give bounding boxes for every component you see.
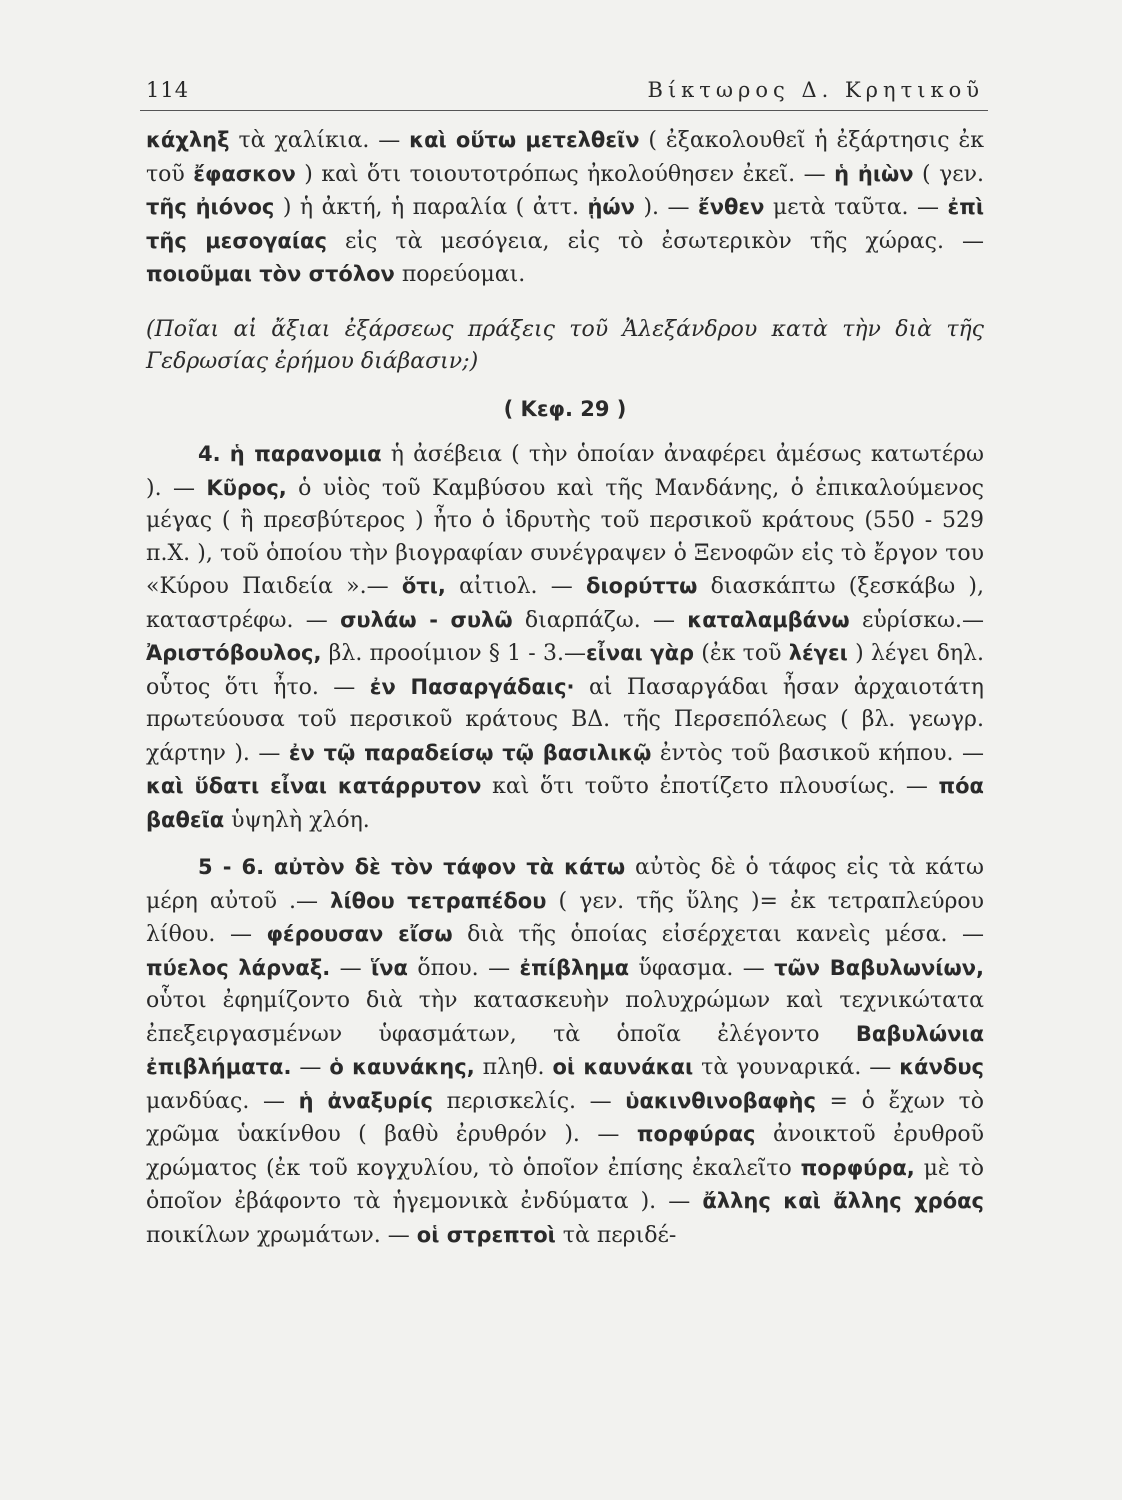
gloss-text: πληθ. [474,1055,553,1080]
term: πόα βαθεῖα [146,774,984,832]
gloss-text: εἰς τὰ μεσόγεια, εἰς τὸ ἐσωτερικὸν τῆς χώρας. — [326,228,985,254]
gloss-text: = ὁ ἔχων τὸ χρῶμα ὑακίνθου ( βαθὺ ἐρυθρόν ). — [146,1088,984,1147]
term: αὐτὸν δὲ τὸν τάφον τὰ κάτω [273,855,626,879]
gloss-text: ( γεν. [913,161,984,187]
chapter-heading [146,393,984,427]
term: διορύττω [586,574,698,598]
section-4-text [146,442,984,833]
section-5-6 [146,851,984,1252]
term: ἄλλης καὶ ἄλλης χρόας [702,1189,984,1213]
gloss-text: εὑρίσκω.— [849,607,984,633]
term: καὶ οὕτω μετελθεῖν [409,128,640,152]
gloss-text: ὁ υἱὸς τοῦ Καμβύσου καὶ τῆς Μανδάνης, ὁ ἐπικαλούμενος μέγας ( ἢ πρεσβύτερος ) ἦτο ὁ ἱδρυτὴς τοῦ περσικοῦ κράτους (550 - 529 π.Χ. ), τοῦ ὁποίου τὴν βιογραφίαν συνέγραψεν ὁ Ξενοφῶν εἰς τὸ ἔργον του «Κύρου Παιδεία ».— [146,475,985,599]
gloss-text: καὶ ὅτι τοῦτο ἐποτίζετο πλουσίως. — [481,774,939,799]
term: φέρουσαν εἴσω [266,922,453,946]
gloss-text: διὰ τῆς ὁποίας εἰσέρχεται κανεὶς μέσα. — [452,922,984,947]
page-body [146,124,984,1252]
gloss-text: μανδύας. — [146,1088,299,1114]
page-number: 114 [146,78,190,102]
term: ἐπὶ τῆς μεσογαίας [146,195,984,253]
section-5-6-text [146,855,984,1248]
term: καταλαμβάνω [687,607,850,632]
term: ἐν τῷ παραδείσῳ τῷ βασιλικῷ [288,740,652,765]
term: πορφύρας [636,1122,756,1146]
gloss-text: τὰ χαλίκια. — [229,128,410,153]
term: τῶν Βαβυλωνίων, [774,955,984,980]
paragraph-glossary-1 [146,124,984,292]
gloss-text: μὲ τὸ ὁποῖον ἐβάφοντο τὰ ἡγεμονικὰ ἐνδύματα ). — [146,1155,984,1214]
term: λίθου τετραπέδου [330,888,547,913]
section-4 [146,438,984,837]
term: συλάω - συλῶ [340,607,513,632]
term: καὶ ὕδατι εἶναι κατάρρυτον [146,774,482,798]
running-title: Βίκτωρος Δ. Κρητικοῦ [647,78,984,102]
term: ᾐών [587,195,635,219]
term: λέγει [788,641,848,665]
gloss-text: αἱ Πασαργάδαι ἦσαν ἀρχαιοτάτη πρωτεύουσα τοῦ περσικοῦ κράτους ΒΔ. τῆς Περσεπόλεως ( βλ. γεωγρ. χάρτην ). — [146,674,984,766]
gloss-text: αὐτὸς δὲ ὁ τάφος εἰς τὰ κάτω μέρη αὐτοῦ .— [146,855,984,914]
gloss-text: αἰτιολ. — [445,574,587,599]
term: ὁ καυνάκης, [329,1055,475,1079]
term: ἵνα [371,955,408,980]
term: ἡ ἀναξυρίς [298,1088,433,1113]
term: κάνδυς [899,1055,984,1079]
gloss-text: περισκελίς. — [432,1088,626,1114]
term: ἐπίβλημα [519,955,630,980]
term: τῆς ἠιόνος [146,195,275,219]
gloss-text: ἡ ἀσέβεια ( τὴν ὁποίαν ἀναφέρει ἀμέσως κατωτέρω ). — [146,442,984,501]
term: Κῦρος, [206,475,287,500]
term: πύελος λάρναξ. [146,955,331,980]
gloss-text: διαρπάζω. — [512,607,688,633]
term: κάχληξ [146,128,230,152]
gloss-text: πορεύομαι. [394,262,526,287]
gloss-text: ὑψηλὴ χλόη. [224,807,370,833]
term: ποιοῦμαι τὸν στόλον [146,262,395,286]
term: ὅτι, [401,574,446,598]
gloss-text: ὕφασμα. — [629,955,775,981]
gloss-text: (ἐκ τοῦ [694,641,789,666]
gloss-text: τὰ γουναρικά. — [693,1055,900,1080]
term: ἡ ἠιὼν [834,161,914,186]
gloss-text: μετὰ ταῦτα. — [764,195,948,220]
gloss-text: ) καὶ ὅτι τοιουτοτρόπως ἠκολούθησεν ἐκεῖ. — [295,161,835,187]
term: ἔνθεν [698,195,765,219]
section-number-4: 4. [198,442,221,466]
gloss-text: ) ἡ ἀκτή, ἡ παραλία ( ἀττ. [274,195,588,220]
term: οἱ καυνάκαι [552,1055,694,1079]
gloss-text: τὰ περιδέ- [555,1222,677,1248]
gloss-text: οὗτοι ἐφημίζοντο διὰ τὴν κατασκευὴν πολυχρώμων καὶ τεχνικώτατα ἐπεξειργασμένων ὑφασμάτων, τὰ ὁποῖα ἐλέγοντο [146,988,984,1047]
gloss-text: ὅπου. — [407,955,520,981]
term: Βαβυλώνια ἐπιβλήματα. [146,1021,984,1079]
gloss-text: ( γεν. τῆς ὕλης )= ἐκ τετραπλεύρου λίθου. — [146,888,985,947]
gloss-text: ἀνοικτοῦ ἐρυθροῦ χρώματος (ἐκ τοῦ κογχυλίου, τὸ ὁποῖον ἐπίσης ἐκαλεῖτο [146,1122,984,1181]
gloss-text: διασκάπτω (ξεσκάβω ), καταστρέφω. — [146,574,984,633]
term: ἡ παρανομια [229,442,382,466]
gloss-text: ). — [634,195,698,220]
term: πορφύρα, [800,1155,915,1180]
term: Ἀριστόβουλος, [146,641,322,665]
gloss-text: βλ. προοίμιον § 1 - 3.— [321,641,586,666]
study-question: (Ποῖαι αἱ ἄξιαι ἐξάρσεως πράξεις τοῦ Ἀλεξάνδρου κατὰ τὴν διὰ τῆς Γεδρωσίας ἐρήμου διάβασιν;) [146,316,984,374]
chapter-label: ( Κεφ. 29 ) [503,396,627,421]
term: οἱ στρεπτοὶ [416,1222,556,1247]
gloss-text: ( ἐξακολουθεῖ ἡ ἐξάρτησις ἐκ τοῦ [146,128,984,187]
term: εἶναι γὰρ [585,641,695,665]
section-number-5-6: 5 - 6. [198,855,265,879]
term: ὑακινθινοβαφὴς [625,1088,816,1113]
gloss-text: ποικίλων χρωμάτων. — [146,1222,417,1248]
gloss-text: — [291,1055,330,1080]
term: ἔφασκον [193,161,296,186]
gloss-text: ἐντὸς τοῦ βασικοῦ κήπου. — [651,740,985,766]
page-header [140,70,988,111]
term: ἐν Πασαργάδαις· [369,674,575,699]
gloss-text: ) λέγει δηλ. οὗτος ὅτι ἦτο. — [146,641,984,700]
gloss-text: — [330,955,372,981]
